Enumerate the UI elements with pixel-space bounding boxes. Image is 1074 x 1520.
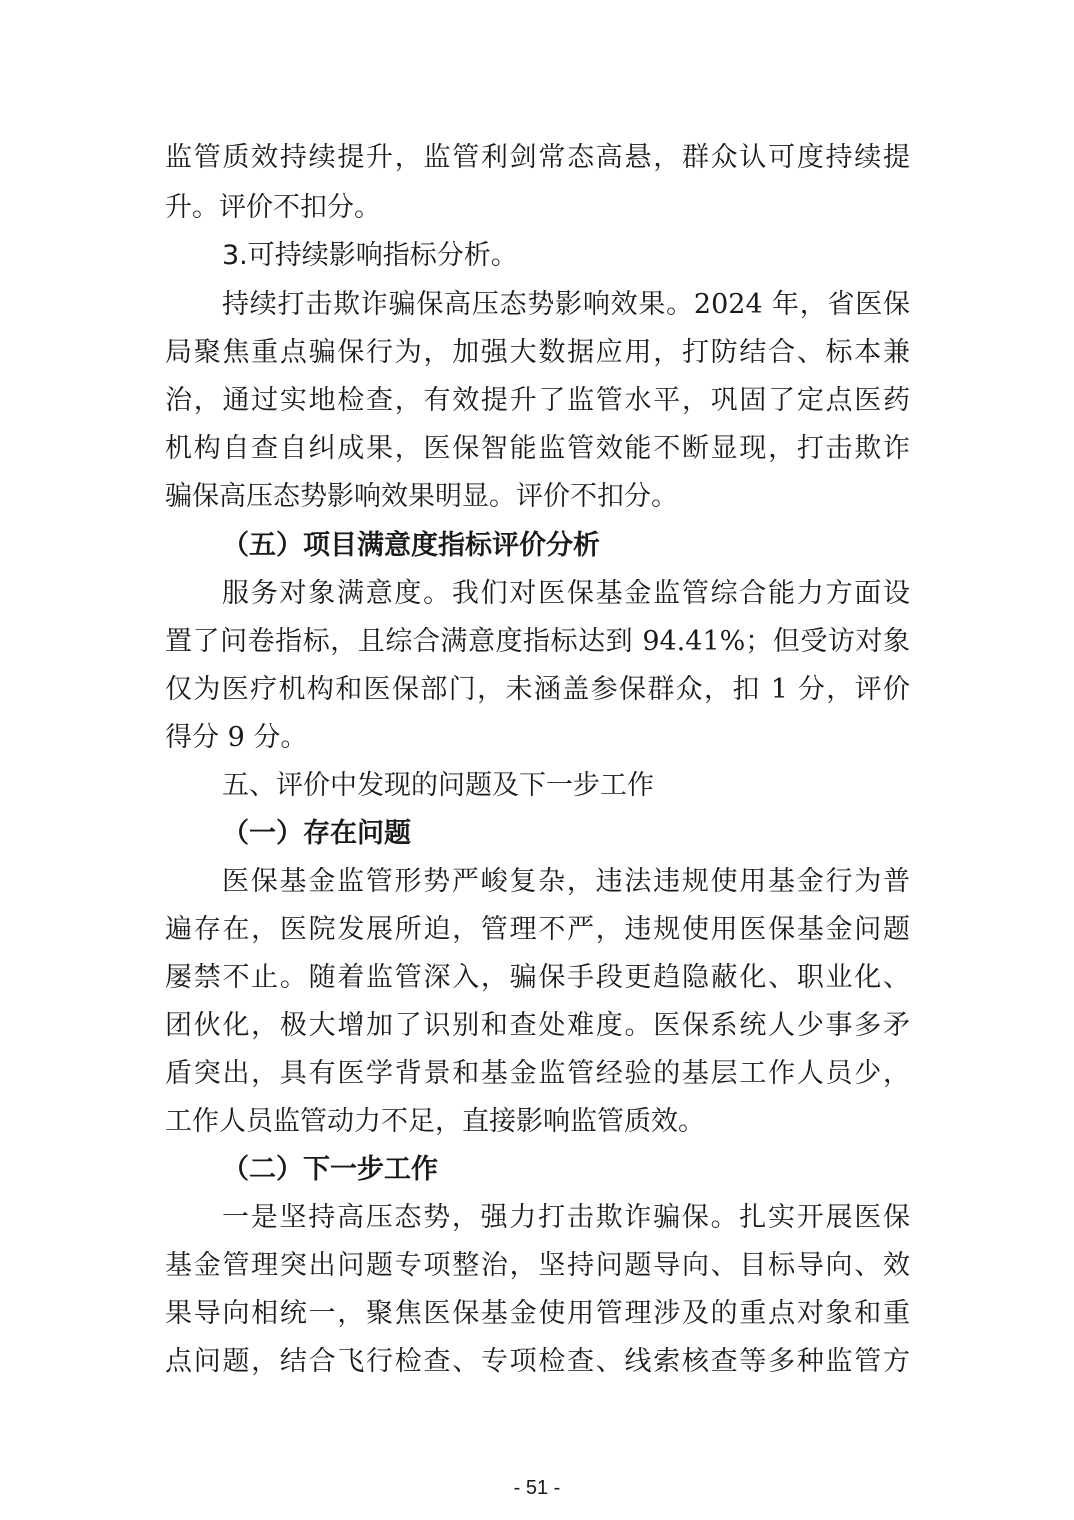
section-heading: 3.可持续影响指标分析。 xyxy=(222,240,518,271)
body-text-line: 一是坚持高压态势，强力打击欺诈骗保。扎实开展医保 xyxy=(222,1202,910,1233)
body-text-line: 得分 9 分。 xyxy=(165,722,308,753)
section-heading: （二）下一步工作 xyxy=(222,1154,438,1185)
body-text-line: 果导向相统一，聚焦医保基金使用管理涉及的重点对象和重 xyxy=(165,1298,910,1329)
body-text-line: 盾突出，具有医学背景和基金监管经验的基层工作人员少， xyxy=(165,1058,910,1089)
body-text-line: 机构自查自纠成果，医保智能监管效能不断显现，打击欺诈 xyxy=(165,433,910,464)
body-text-line: 医保基金监管形势严峻复杂，违法违规使用基金行为普 xyxy=(222,866,910,897)
body-text-line: 工作人员监管动力不足，直接影响监管质效。 xyxy=(165,1106,705,1137)
page-number: - 51 - xyxy=(513,1477,561,1499)
body-text-line: 基金管理突出问题专项整治，坚持问题导向、目标导向、效 xyxy=(165,1250,910,1281)
body-text-line: 治，通过实地检查，有效提升了监管水平，巩固了定点医药 xyxy=(165,385,910,416)
body-text-line: 持续打击欺诈骗保高压态势影响效果。2024 年，省医保 xyxy=(222,289,910,320)
section-heading: （一）存在问题 xyxy=(222,818,411,849)
body-text-line: 仅为医疗机构和医保部门，未涵盖参保群众，扣 1 分，评价 xyxy=(165,674,910,705)
body-text-line: 服务对象满意度。我们对医保基金监管综合能力方面设 xyxy=(222,578,910,609)
body-text-line: 监管质效持续提升，监管利剑常态高悬，群众认可度持续提 xyxy=(165,142,910,173)
body-text-line: 骗保高压态势影响效果明显。评价不扣分。 xyxy=(165,481,678,512)
chapter-heading: 五、评价中发现的问题及下一步工作 xyxy=(222,770,654,801)
body-text-line: 局聚焦重点骗保行为，加强大数据应用，打防结合、标本兼 xyxy=(165,337,910,368)
body-text-line: 升。评价不扣分。 xyxy=(165,192,381,223)
body-text-line: 置了问卷指标，且综合满意度指标达到 94.41%；但受访对象 xyxy=(165,626,910,657)
body-text-line: 团伙化，极大增加了识别和查处难度。医保系统人少事多矛 xyxy=(165,1010,910,1041)
body-text-line: 屡禁不止。随着监管深入，骗保手段更趋隐蔽化、职业化、 xyxy=(165,962,910,993)
body-text-line: 遍存在，医院发展所迫，管理不严，违规使用医保基金问题 xyxy=(165,914,910,945)
body-text-line: 点问题，结合飞行检查、专项检查、线索核查等多种监管方 xyxy=(165,1346,910,1377)
section-heading: （五）项目满意度指标评价分析 xyxy=(222,530,600,561)
